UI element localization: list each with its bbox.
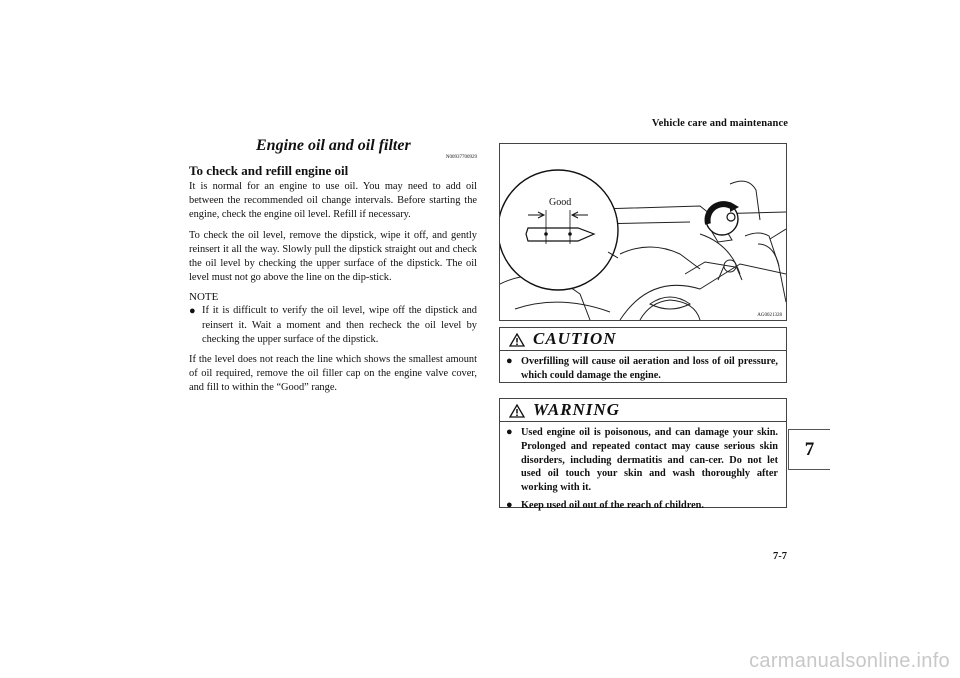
subsection-title: To check and refill engine oil bbox=[189, 163, 349, 178]
main-text-column bbox=[189, 136, 477, 402]
caution-text: Overfilling will cause oil aeration and loss of oil pressure, which could damage the engine. bbox=[521, 356, 778, 381]
note-text: If it is difficult to verify the oil level, wipe off the dipstick and reinsert it. Wait a moment and then recheck the oil level by checking the upper surface of the dipstick. bbox=[202, 305, 477, 345]
chapter-tab: 7 bbox=[788, 429, 830, 470]
warning-item bbox=[506, 499, 778, 513]
section-title: Engine oil and oil filter bbox=[256, 137, 411, 154]
warning-header bbox=[500, 399, 786, 421]
watermark: carmanualsonline.info bbox=[749, 650, 950, 672]
engine-bay-drawing bbox=[500, 144, 786, 320]
running-head: Vehicle care and maintenance bbox=[651, 118, 788, 129]
bullet-icon: ● bbox=[506, 498, 513, 511]
bullet-icon: ● bbox=[189, 305, 196, 318]
warning-item bbox=[506, 426, 778, 495]
warning-triangle-icon bbox=[509, 333, 525, 347]
caution-title: CAUTION bbox=[533, 329, 617, 348]
warning-text: Used engine oil is poisonous, and can damage your skin. Prolonged and repeated contact may cause serious skin disorders, including dermatitis and can-cer. Do not let used oil touch your skin and wash thoroughly after working with it. bbox=[521, 427, 778, 494]
paragraph: To check the oil level, remove the dipstick, wipe it off, and gently reinsert it all the way. Slowly pull the dipstick straight out and check the oil level by checking the upper surface of the dipstick. The oil level must not go above the line on the dip-stick. bbox=[189, 229, 477, 284]
paragraph: If the level does not reach the line which shows the smallest amount of oil required, remove the oil filler cap on the engine valve cover, and fill to within the “Good” range. bbox=[189, 354, 477, 394]
rotate-cap-icon bbox=[706, 202, 739, 235]
note-label: NOTE bbox=[189, 291, 219, 304]
warning-triangle-icon bbox=[509, 404, 525, 418]
paragraph: It is normal for an engine to use oil. You may need to add oil between the recommended oil change intervals. Before starting the engine, check the engine oil level. Refill if necessary. bbox=[189, 181, 477, 221]
caution-box bbox=[499, 327, 787, 383]
figure-code: AG0021328 bbox=[757, 313, 782, 318]
page-number: 7-7 bbox=[773, 551, 787, 562]
caution-item bbox=[506, 355, 778, 383]
section-code: N00937700929 bbox=[445, 155, 477, 160]
bullet-icon: ● bbox=[506, 355, 513, 367]
warning-title: WARNING bbox=[533, 400, 620, 419]
dipstick-illustration bbox=[499, 143, 787, 321]
bullet-icon: ● bbox=[506, 426, 513, 438]
warning-text: Keep used oil out of the reach of children. bbox=[521, 499, 704, 511]
note-item bbox=[189, 304, 477, 347]
warning-box bbox=[499, 398, 787, 511]
good-range-label: Good bbox=[549, 197, 572, 208]
caution-header bbox=[500, 328, 786, 350]
